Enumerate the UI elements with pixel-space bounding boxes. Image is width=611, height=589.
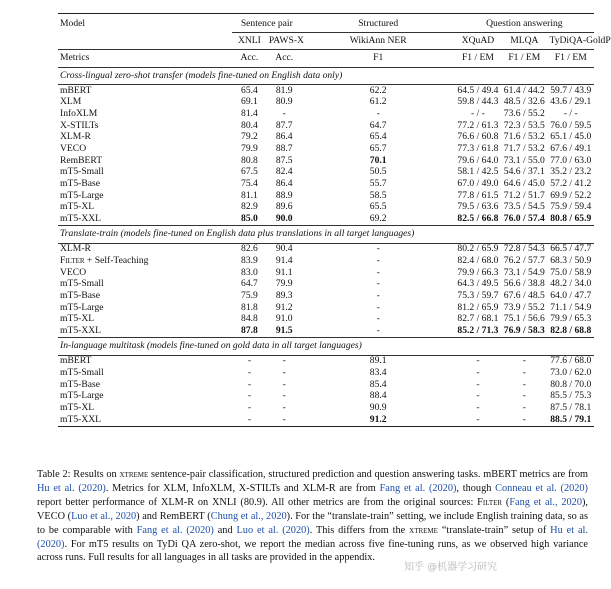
- citation-link[interactable]: Luo et al. (2020): [236, 524, 310, 536]
- table-cell: 76.2 / 57.7: [503, 255, 545, 267]
- table-cell: 50.5: [369, 166, 387, 178]
- table-cell: -: [522, 402, 526, 414]
- table-cell: 56.6 / 38.8: [503, 278, 545, 290]
- table-cell: 81.4: [241, 107, 258, 119]
- table-row: [58, 132, 594, 144]
- table-cell: 80.4: [241, 119, 258, 131]
- table-cell: 48.5 / 32.6: [503, 96, 545, 108]
- table-row: [58, 403, 594, 415]
- citation-link[interactable]: Luo et al., 2020: [71, 510, 137, 522]
- table-cell: 82.8 / 68.8: [550, 325, 592, 337]
- table-cell: 85.2 / 71.3: [457, 325, 499, 337]
- watermark: 知乎 @机器学习研究: [404, 562, 498, 573]
- xtreme-name: xtreme: [119, 469, 149, 480]
- table-cell: 64.5 / 49.4: [457, 84, 499, 96]
- table-cell: -: [282, 402, 286, 414]
- table-cell: 55.7: [369, 178, 387, 190]
- table-cell: 91.5: [275, 325, 293, 337]
- table-cell: 65.4: [369, 131, 387, 143]
- table-row: [58, 97, 594, 109]
- table-cell: 35.2 / 23.2: [550, 166, 592, 178]
- table-cell: 83.0: [241, 266, 258, 278]
- table-row: [58, 179, 594, 191]
- table-cell: -: [232, 414, 267, 426]
- table-cell: -: [282, 378, 286, 390]
- table-cell: 81.8: [241, 301, 258, 313]
- table-cell: 91.0: [275, 313, 293, 325]
- model-name: mT5-Large: [60, 189, 104, 201]
- table-cell: 43.6 / 29.1: [550, 96, 592, 108]
- table-cell: 77.0 / 63.0: [550, 154, 592, 166]
- table-cell: 58.1 / 42.5: [457, 166, 499, 178]
- table-cell: 62.2: [369, 84, 387, 96]
- header-col-wikiann: WikiAnn NER: [302, 32, 455, 50]
- header-group-structured: Structured: [302, 14, 455, 33]
- table-cell: -: [376, 255, 380, 267]
- table-cell: -: [476, 402, 480, 414]
- table-cell: 71.1 / 54.9: [550, 301, 592, 313]
- table-row: [58, 85, 594, 97]
- table-cell: -: [376, 290, 380, 302]
- table-cell: 88.4: [369, 390, 387, 402]
- metric-wikiann: F1: [302, 50, 455, 68]
- table-cell: -: [376, 313, 380, 325]
- table-cell: 82.4: [275, 166, 293, 178]
- metric-pawsx: Acc.: [267, 50, 302, 68]
- table-cell: 82.4 / 68.0: [457, 255, 499, 267]
- citation-link[interactable]: Hu et al. (2020): [37, 482, 106, 494]
- table-cell: 79.6 / 64.0: [457, 154, 499, 166]
- table-cell: 64.7: [369, 119, 387, 131]
- header-col-tydiqa: TyDiQA-GoldP: [548, 32, 595, 50]
- header-model: Model: [58, 14, 232, 33]
- table-cell: 86.4: [275, 131, 293, 143]
- table-cell: - / -: [471, 107, 485, 119]
- table-cell: -: [376, 301, 380, 313]
- table-cell: 82.9: [241, 201, 258, 213]
- section-title: Cross-lingual zero-shot transfer (models fine-tuned on English data only): [58, 67, 594, 85]
- model-name: XLM-R: [60, 243, 91, 255]
- table-cell: - / -: [563, 107, 578, 119]
- table-row: [58, 120, 594, 132]
- table-cell: 87.5: [275, 154, 293, 166]
- table-cell: 87.8: [241, 325, 258, 337]
- table-row: [58, 367, 594, 379]
- table-row: [58, 414, 594, 426]
- table-cell: 91.2: [302, 414, 455, 426]
- model-name: mT5-Base: [60, 178, 100, 190]
- model-name: mT5-Base: [60, 378, 100, 390]
- metric-tydiqa: F1 / EM: [548, 50, 595, 68]
- table-cell: 82.5 / 66.8: [457, 213, 499, 225]
- table-cell: 81.9: [275, 84, 293, 96]
- table-cell: 91.2: [275, 301, 293, 313]
- model-name: X-STILTs: [60, 119, 99, 131]
- model-name: XLM-R: [60, 131, 91, 143]
- table-row: [58, 291, 594, 303]
- table-cell: 72.8 / 54.3: [503, 243, 545, 255]
- header-group-row: [58, 14, 594, 33]
- table-row: [58, 155, 594, 167]
- table-cell: 76.9 / 58.3: [503, 325, 545, 337]
- table-cell: 90.4: [275, 243, 293, 255]
- table-cell: 79.9 / 66.3: [457, 266, 499, 278]
- table-cell: 69.9 / 52.2: [550, 189, 592, 201]
- table-cell: 77.6 / 68.0: [550, 355, 592, 367]
- table-caption: Table 2: Results on xtreme sentence-pair classification, structured prediction and question answering tasks. mBERT metrics are from Hu et al. (2020). Metrics for XLM, InfoXLM, X-STILTs and XLM-R are from Fang et al. (2020), though Conneau et al. (2020) report better performance of XLM-R on XNLI (80.9). All other metrics are from the original sources: Filter (Fang et al., 2020), VECO (Luo et al., 2020) and RemBERT (Chung et al., 2020). For the “translate-train” setting, we include English training data, so as to be comparable with Fang et al. (2020) and Luo et al. (2020). This differs from the xtreme “translate-train” setup of Hu et al. (2020). For mT5 results on TyDi QA zero-shot, we report the median across five fine-tuning runs, as we observed high variance across runs. Full results for all languages in all tasks are provided in the appendix.: [37, 469, 589, 564]
- section-title: Translate-train (models fine-tuned on English data plus translations in all target languages): [58, 226, 594, 244]
- table-cell: 73.6 / 55.2: [503, 107, 545, 119]
- metrics-label: Metrics: [58, 50, 232, 68]
- table-cell: 71.7 / 53.2: [503, 143, 545, 155]
- table-cell: -: [376, 278, 380, 290]
- metric-xquad: F1 / EM: [455, 50, 501, 68]
- table-row: [58, 190, 594, 202]
- citation-link[interactable]: Fang et al. (2020): [136, 524, 214, 536]
- table-cell: -: [501, 414, 547, 426]
- table-cell: 77.3 / 61.8: [457, 143, 499, 155]
- table-cell: -: [476, 367, 480, 379]
- citation-link[interactable]: Fang et al. (2020): [379, 482, 457, 494]
- model-name: Filter + Self-Teaching: [60, 255, 149, 267]
- results-table: [58, 13, 611, 427]
- model-name: mBERT: [60, 84, 92, 96]
- table-cell: 58.5: [369, 189, 387, 201]
- table-cell: 72.3 / 53.5: [503, 119, 545, 131]
- table-body: [58, 67, 594, 426]
- section-title-row: [58, 67, 594, 85]
- results-table-container: [58, 13, 611, 427]
- table-cell: 75.9 / 59.4: [550, 201, 592, 213]
- metric-mlqa: F1 / EM: [501, 50, 547, 68]
- table-cell: 90.0: [275, 213, 293, 225]
- table-cell: 69.2: [369, 213, 387, 225]
- table-cell: 88.5 / 79.1: [548, 414, 595, 426]
- table-cell: 79.9: [241, 143, 258, 155]
- table-cell: -: [376, 266, 380, 278]
- table-cell: 85.0: [241, 213, 258, 225]
- table-cell: 79.9 / 65.3: [550, 313, 592, 325]
- section-title-row: [58, 226, 594, 244]
- section-title: In-language multitask (models fine-tuned on gold data in all target languages): [58, 338, 594, 356]
- table-row: [58, 314, 594, 326]
- table-cell: 91.1: [275, 266, 293, 278]
- table-cell: 57.2 / 41.2: [550, 178, 592, 190]
- table-cell: 66.5 / 47.7: [550, 243, 592, 255]
- table-cell: 73.1 / 55.0: [503, 154, 545, 166]
- table-cell: -: [476, 390, 480, 402]
- table-cell: -: [267, 414, 302, 426]
- table-cell: -: [522, 378, 526, 390]
- table-cell: 87.7: [275, 119, 293, 131]
- header-col-xnli: XNLI: [232, 32, 267, 50]
- table-cell: 75.3 / 59.7: [457, 290, 499, 302]
- table-cell: -: [522, 367, 526, 379]
- table-cell: 77.8 / 61.5: [457, 189, 499, 201]
- table-cell: 61.4 / 44.2: [503, 84, 545, 96]
- table-cell: -: [476, 378, 480, 390]
- table-cell: 70.1: [369, 154, 387, 166]
- table-row: [58, 379, 594, 391]
- table-cell: 84.8: [241, 313, 258, 325]
- header-group-question-answering: Question answering: [455, 14, 594, 33]
- table-cell: -: [282, 355, 286, 367]
- table-cell: -: [522, 390, 526, 402]
- table-row: [58, 108, 594, 120]
- table-cell: 89.1: [369, 355, 387, 367]
- table-cell: 75.4: [241, 178, 258, 190]
- table-row: [58, 143, 594, 155]
- table-cell: 64.3 / 49.5: [457, 278, 499, 290]
- table-cell: -: [455, 414, 501, 426]
- table-cell: 48.2 / 34.0: [550, 278, 592, 290]
- table-cell: 67.6 / 48.5: [503, 290, 545, 302]
- table-cell: -: [376, 243, 380, 255]
- table-cell: 59.7 / 43.9: [550, 84, 592, 96]
- table-cell: 79.2: [241, 131, 258, 143]
- table-cell: 91.4: [275, 255, 293, 267]
- table-cell: 75.9: [241, 290, 258, 302]
- table-cell: 64.6 / 45.0: [503, 178, 545, 190]
- table-cell: 76.6 / 60.8: [457, 131, 499, 143]
- table-cell: 65.1 / 45.0: [550, 131, 592, 143]
- table-row: [58, 202, 594, 214]
- table-row: [58, 302, 594, 314]
- metric-xnli: Acc.: [232, 50, 267, 68]
- table-cell: 73.9 / 55.2: [503, 301, 545, 313]
- table-cell: 80.9: [275, 96, 293, 108]
- table-cell: 83.9: [241, 255, 258, 267]
- header-col-pawsx: PAWS-X: [267, 32, 302, 50]
- table-cell: 80.8 / 70.0: [550, 378, 592, 390]
- table-cell: 83.4: [369, 367, 387, 379]
- model-name: mT5-Large: [60, 390, 104, 402]
- table-cell: 85.5 / 75.3: [550, 390, 592, 402]
- table-cell: 79.9: [275, 278, 293, 290]
- table-cell: 73.1 / 54.9: [503, 266, 545, 278]
- table-cell: 75.1 / 56.6: [503, 313, 545, 325]
- table-cell: -: [247, 402, 252, 414]
- citation-link[interactable]: Chung et al., 2020: [210, 510, 287, 522]
- table-cell: -: [247, 390, 252, 402]
- table-cell: 65.5: [369, 201, 387, 213]
- table-row: [58, 391, 594, 403]
- table-cell: 81.1: [241, 189, 258, 201]
- model-name: XLM: [60, 96, 82, 108]
- table-cell: 88.9: [275, 189, 293, 201]
- model-name: mT5-XL: [60, 313, 95, 325]
- model-name: mT5-XL: [60, 402, 95, 414]
- table-cell: 71.2 / 51.7: [503, 189, 545, 201]
- table-cell: -: [282, 390, 286, 402]
- table-cell: 61.2: [369, 96, 387, 108]
- header-col-mlqa: MLQA: [501, 32, 547, 50]
- table-cell: 80.8 / 65.9: [550, 213, 592, 225]
- table-cell: -: [247, 355, 252, 367]
- model-name: mT5-Small: [60, 166, 104, 178]
- citation-link[interactable]: Hu et al. (2020): [37, 524, 588, 550]
- table-cell: 69.1: [241, 96, 258, 108]
- model-name: mT5-XXL: [60, 213, 102, 225]
- table-cell: 82.6: [241, 243, 258, 255]
- table-cell: 81.2 / 65.9: [457, 301, 499, 313]
- model-name: mT5-Base: [60, 290, 100, 302]
- model-name: mT5-Small: [60, 278, 104, 290]
- table-cell: 71.6 / 53.2: [503, 131, 545, 143]
- model-name: VECO: [60, 266, 87, 278]
- table-row: [58, 326, 594, 338]
- table-row: [58, 255, 594, 267]
- header-col-xquad: XQuAD: [455, 32, 501, 50]
- table-cell: -: [522, 355, 526, 367]
- model-name: mT5-Large: [60, 301, 104, 313]
- table-row: [58, 279, 594, 291]
- table-cell: 67.5: [241, 166, 258, 178]
- table-cell: 80.8: [241, 154, 258, 166]
- table-cell: 85.4: [369, 378, 387, 390]
- table-cell: 67.6 / 49.1: [550, 143, 592, 155]
- citation-link[interactable]: Conneau et al. (2020): [495, 482, 588, 494]
- table-cell: -: [247, 378, 252, 390]
- table-cell: 54.6 / 37.1: [503, 166, 545, 178]
- table-cell: -: [476, 355, 480, 367]
- section-title-row: [58, 338, 594, 356]
- table-cell: 59.8 / 44.3: [457, 96, 499, 108]
- table-cell: 82.7 / 68.1: [457, 313, 499, 325]
- filter-name: Filter: [477, 496, 503, 508]
- table-cell: 64.0 / 47.7: [550, 290, 592, 302]
- table-cell: -: [376, 107, 380, 119]
- header-metrics-row: [58, 50, 594, 68]
- table-cell: 73.0 / 62.0: [550, 367, 592, 379]
- table-cell: 67.0 / 49.0: [457, 178, 499, 190]
- table-cell: 75.0 / 58.9: [550, 266, 592, 278]
- model-name: mT5-XXL: [60, 325, 102, 337]
- table-cell: 79.5 / 63.6: [457, 201, 499, 213]
- header-column-row: [58, 32, 594, 50]
- table-cell: 89.6: [275, 201, 293, 213]
- table-cell: 80.2 / 65.9: [457, 243, 499, 255]
- model-name: mT5-XL: [60, 201, 95, 213]
- table-cell: -: [282, 367, 286, 379]
- table-cell: 76.0 / 59.5: [550, 119, 592, 131]
- table-row: [58, 267, 594, 279]
- xtreme-name: xtreme: [409, 524, 438, 536]
- table-cell: 90.9: [369, 402, 387, 414]
- table-cell: 65.7: [369, 143, 387, 155]
- citation-link[interactable]: Fang et al., 2020: [509, 496, 582, 508]
- table-cell: 64.7: [241, 278, 258, 290]
- header-group-sentence-pair: Sentence pair: [232, 14, 302, 33]
- table-cell: -: [376, 325, 380, 337]
- model-name: VECO: [60, 143, 87, 155]
- table-cell: 77.2 / 61.3: [457, 119, 499, 131]
- model-name: mBERT: [60, 355, 92, 367]
- table-cell: 68.3 / 50.9: [550, 255, 592, 267]
- table-cell: 88.7: [275, 143, 293, 155]
- table-cell: -: [247, 367, 252, 379]
- table-cell: 89.3: [275, 290, 293, 302]
- model-name: mT5-XXL: [58, 414, 232, 426]
- model-name: RemBERT: [60, 154, 103, 166]
- table-cell: 86.4: [275, 178, 293, 190]
- model-name: mT5-Small: [60, 367, 104, 379]
- model-name: InfoXLM: [60, 107, 98, 119]
- table-row: [58, 243, 594, 255]
- table-cell: 87.5 / 78.1: [550, 402, 592, 414]
- table-cell: 65.4: [241, 84, 258, 96]
- table-cell: -: [282, 107, 286, 119]
- table-row: [58, 214, 594, 226]
- table-row: [58, 355, 594, 367]
- table-row: [58, 167, 594, 179]
- table-cell: 76.0 / 57.4: [503, 213, 545, 225]
- table-cell: 73.5 / 54.5: [503, 201, 545, 213]
